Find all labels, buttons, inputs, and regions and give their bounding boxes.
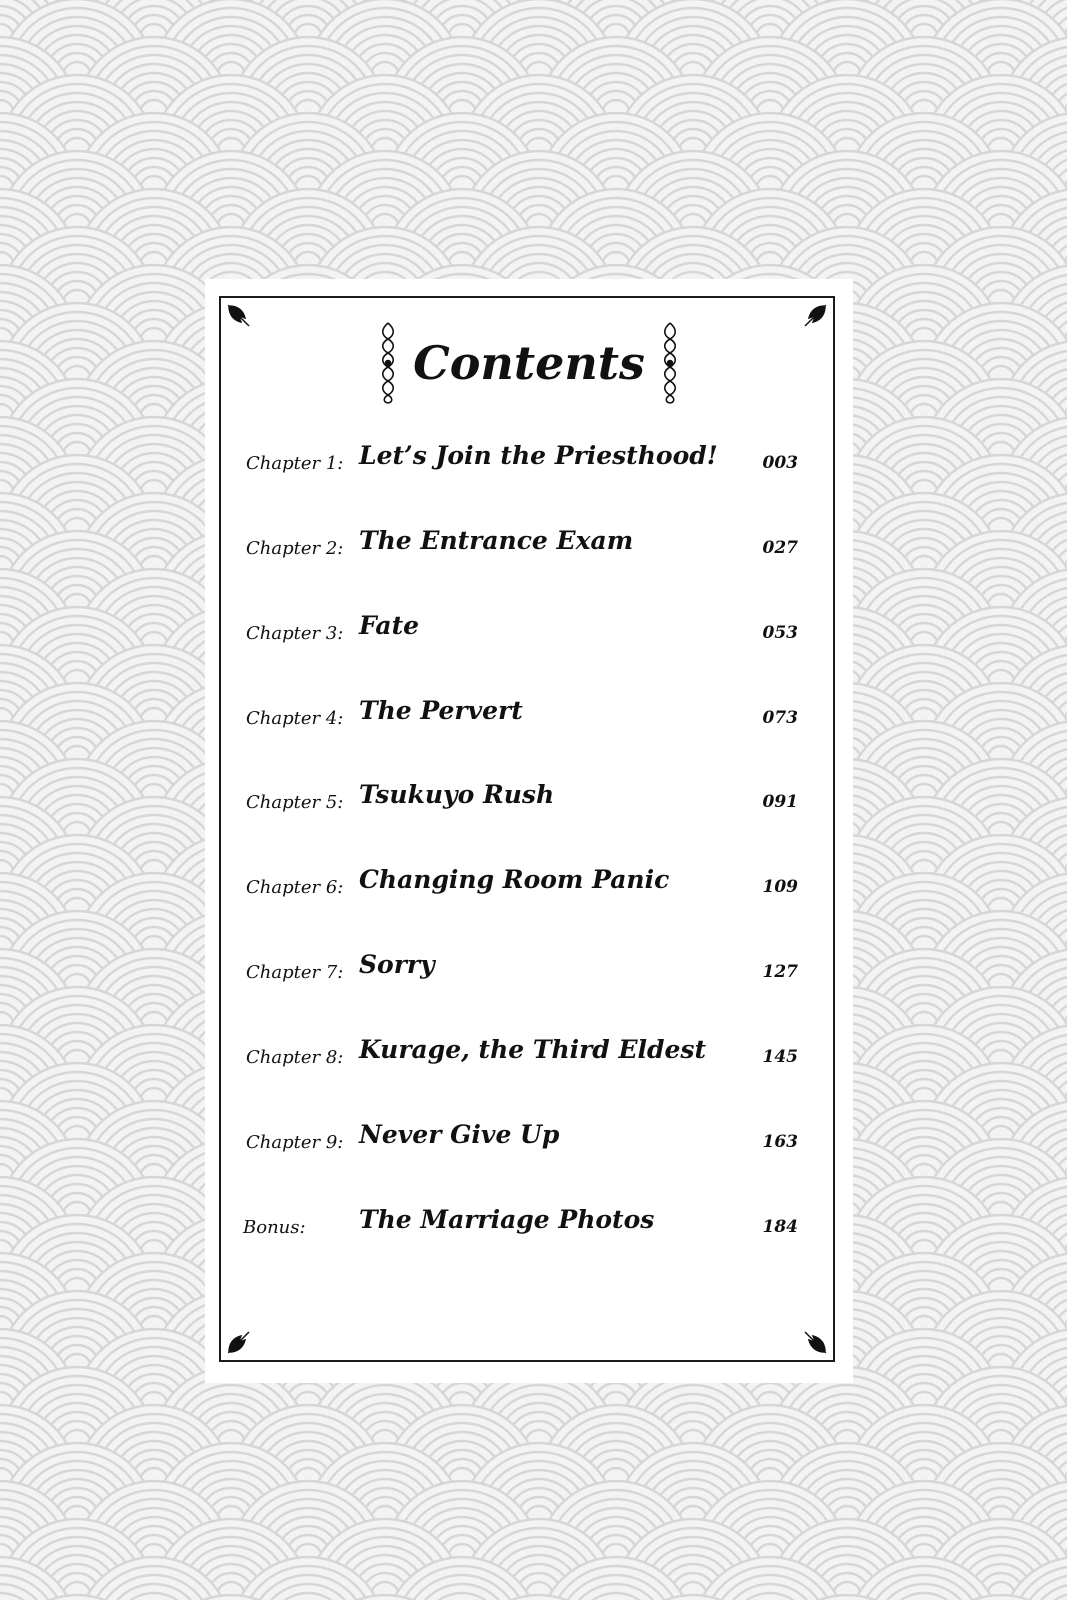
- toc-entry[interactable]: [221, 950, 837, 990]
- chapter-label: Chapter 6:: [246, 877, 344, 898]
- page-number: 127: [762, 962, 798, 982]
- chapter-title: The Pervert: [359, 696, 523, 725]
- contents-page: [205, 279, 853, 1383]
- toc-entry[interactable]: [221, 1035, 837, 1075]
- page-number: 109: [762, 877, 798, 897]
- contents-heading: [221, 328, 837, 398]
- chapter-label: Chapter 2:: [246, 538, 344, 559]
- page-border: [219, 296, 835, 1362]
- leaf-corner-icon: [227, 1328, 253, 1354]
- leaf-corner-icon: [801, 304, 827, 330]
- chapter-title: Fate: [359, 611, 420, 640]
- scroll-flourish-icon: [659, 321, 681, 405]
- page-number: 145: [762, 1047, 798, 1067]
- scroll-flourish-icon: [377, 321, 399, 405]
- chapter-label: Chapter 4:: [246, 708, 344, 729]
- chapter-label: Chapter 5:: [246, 792, 344, 813]
- page-title: Contents: [413, 336, 645, 390]
- chapter-label: Chapter 3:: [246, 623, 344, 644]
- toc-entry[interactable]: [221, 1120, 837, 1160]
- chapter-label: Chapter 1:: [246, 453, 344, 474]
- leaf-corner-icon: [801, 1328, 827, 1354]
- toc-entry[interactable]: [221, 696, 837, 736]
- toc-entry[interactable]: [221, 780, 837, 820]
- toc-entry[interactable]: [221, 526, 837, 566]
- chapter-title: Kurage, the Third Eldest: [359, 1035, 707, 1064]
- chapter-title: Tsukuyo Rush: [359, 780, 555, 809]
- page-number: 163: [762, 1132, 798, 1152]
- page-number: 027: [762, 538, 798, 558]
- toc-entry[interactable]: [221, 865, 837, 905]
- toc-entry[interactable]: [221, 441, 837, 481]
- leaf-corner-icon: [227, 304, 253, 330]
- chapter-label: Chapter 9:: [246, 1132, 344, 1153]
- chapter-title: The Marriage Photos: [359, 1205, 655, 1234]
- toc-entry[interactable]: [221, 611, 837, 651]
- chapter-label: Chapter 8:: [246, 1047, 344, 1068]
- toc-entry[interactable]: [221, 1205, 837, 1245]
- chapter-title: Never Give Up: [359, 1120, 560, 1149]
- page-number: 091: [762, 792, 798, 812]
- chapter-label: Chapter 7:: [246, 962, 344, 983]
- chapter-label: Bonus:: [243, 1217, 306, 1238]
- chapter-title: Sorry: [359, 950, 435, 979]
- page-number: 053: [762, 623, 798, 643]
- page-number: 073: [762, 708, 798, 728]
- chapter-title: The Entrance Exam: [359, 526, 634, 555]
- page-number: 184: [762, 1217, 798, 1237]
- chapter-title: Let’s Join the Priesthood!: [359, 441, 718, 470]
- page-number: 003: [762, 453, 798, 473]
- chapter-title: Changing Room Panic: [359, 865, 670, 894]
